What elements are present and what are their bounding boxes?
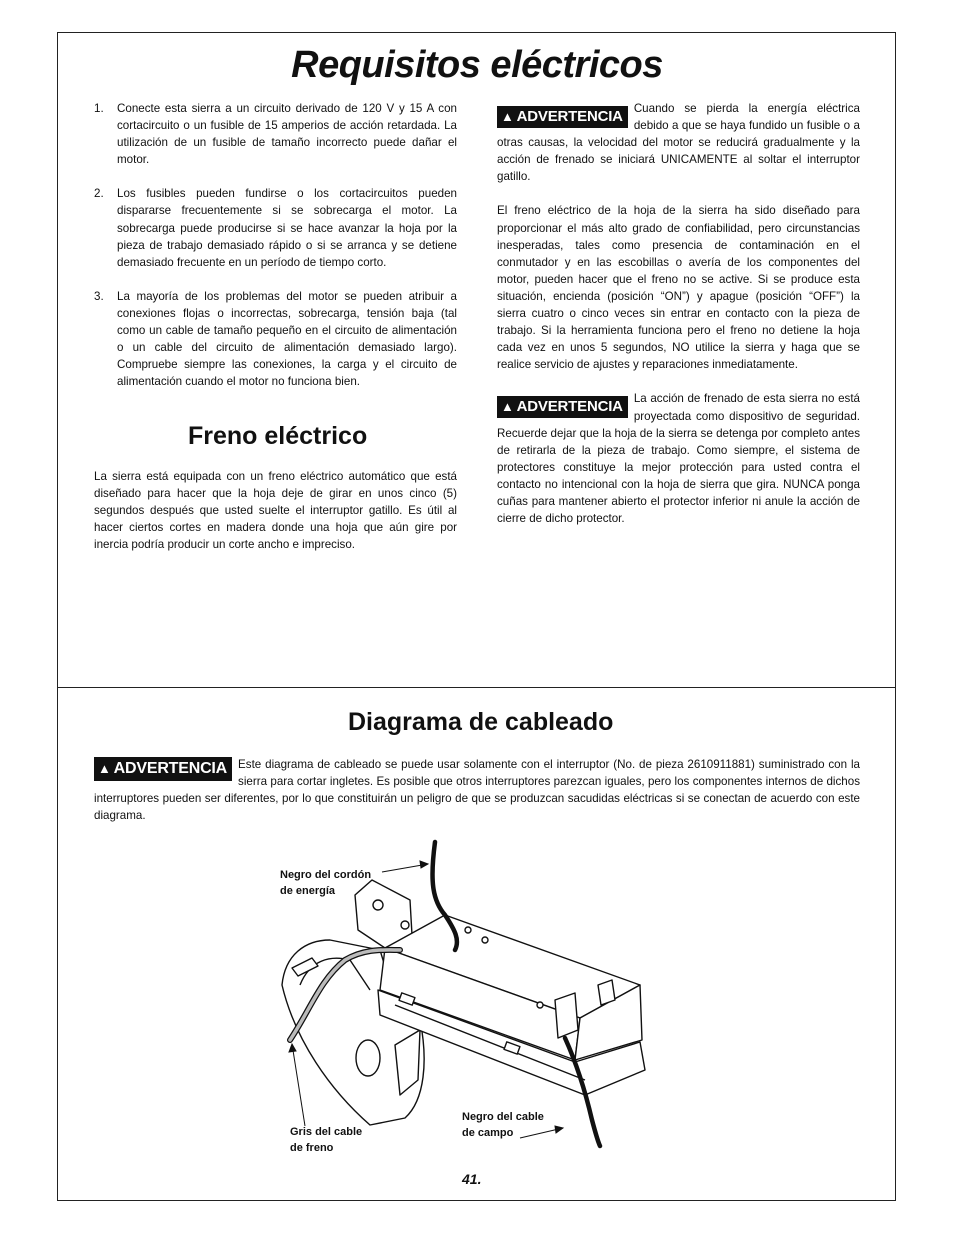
warning-badge: ▲ ADVERTENCIA [94, 757, 232, 781]
list-item-text: Los fusibles pueden fundirse o los cortacircuitos pueden dispararse frecuentemente si se sobrecarga el motor. La sobrecarga puede producirse si se hace avanzar la hoja por la pieza de trabajo demasiado rápido o si se arranca y se detiene demasiado frecuente en un período de tiempo corto. [117, 187, 457, 269]
warning-block-1: ▲ ADVERTENCIA Cuando se pierda la energía eléctrica debido a que se haya fundido un fusible o a otras causas, la velocidad del motor se reducirá gradualmente y la acción de frenado se iniciará UNICAMENTE al soltar el interruptor gatillo. [497, 102, 860, 184]
list-item: 2. Los fusibles pueden fundirse o los cortacircuitos pueden dispararse frecuentemente si se sobrecarga el motor. La sobrecarga puede producirse si se hace avanzar la hoja por la pieza de trabajo demasiado rápido o si se arranca y se detiene demasiado frecuente en un período de tiempo corto. [94, 185, 457, 270]
warning-badge: ▲ ADVERTENCIA [497, 396, 628, 418]
label-field-wire: Negro del cable de campo [462, 1111, 544, 1139]
freno-heading: Freno eléctrico [188, 422, 368, 450]
list-item: 1. Conecte esta sierra a un circuito derivado de 120 V y 15 A con cortacircuito o un fusible de 15 amperios de acción retardada. La utilización de un fusible de tamaño incorrecto puede dañar el motor. [94, 100, 457, 168]
label-power-cord: Negro del cordón de energía [280, 869, 372, 897]
label-brake-wire: Gris del cable de freno [290, 1126, 363, 1154]
warning-triangle-icon: ▲ [501, 399, 514, 415]
page-title: Requisitos eléctricos [291, 44, 663, 86]
wiring-warning: ▲ ADVERTENCIA Este diagrama de cableado se puede usar solamente con el interruptor (No. de pieza 2610911881) suministrado con la sierra para cortar ingletes. Es posible que otros interruptores parezcan iguales, pero los componentes internos de dichos interruptores pueden ser diferentes, por lo que constituirán un peligro de que se produzcan sacudidas eléctricas si se conectan de acuerdo con este diagrama. [94, 758, 860, 823]
freno-paragraph: La sierra está equipada con un freno eléctrico automático que está diseñado para hacer que la hoja deje de girar en unos cinco (5) segundos después que usted suelte el interruptor gatillo. Es útil al hacer ciertos cortes en madera donde una hoja que aún gire por inercia podría producir un corte ancho e impreciso. [94, 470, 457, 552]
page-number: 41. [462, 1171, 482, 1187]
warning-block-2: ▲ ADVERTENCIA La acción de frenado de esta sierra no está proyectada como dispositivo de seguridad. Recuerde dejar que la hoja de la sierra se detenga por completo antes de retirarla de la pieza de trabajo. Como siempre, el sistema de protectores constituye la mejor protección para usted contra el contacto no intencional con la hoja de sierra que gira. NUNCA ponga cuñas para mantener abierto el protector inferior ni anule la acción de cierre de dicho protector. [497, 392, 860, 526]
list-item: 3. La mayoría de los problemas del motor se pueden atribuir a conexiones flojas o incorrectas, sobrecarga, tensión baja (tal como un cable de tamaño pequeño en el circuito de alimentación o un cable del circuito de alimentación demasiado largo). Compruebe siempre las conexiones, la carga y el circuito de alimentación cuando el motor no funciona bien. [94, 288, 457, 391]
warning-badge: ▲ ADVERTENCIA [497, 106, 628, 128]
brake-paragraph: El freno eléctrico de la hoja de la sierra ha sido diseñado para proporcionar el más alto grado de confiabilidad, pero circunstancias inesperadas, tales como presencia de contaminación en el conmutador y en las escobillas o avería de los componentes del motor, pueden hacer que el freno no se active. Si se produce esta situación, encienda (posición “ON”) y apague (posición “OFF”) la sierra cuatro o cinco veces sin entrar en contacto con la pieza de trabajo. Si la herramienta funciona pero el freno no detiene la hoja cada vez en unos 5 segundos, NO utilice la sierra y haga que se realice servicio de ajustes y reparaciones inmediatamente. [497, 204, 860, 372]
warning-triangle-icon: ▲ [98, 761, 111, 776]
list-item-text: Conecte esta sierra a un circuito derivado de 120 V y 15 A con cortacircuito o un fusible de 15 amperios de acción retardada. La utilización de un fusible de tamaño incorrecto puede dañar el motor. [117, 102, 457, 167]
wiring-heading: Diagrama de cableado [348, 708, 614, 736]
warning-triangle-icon: ▲ [501, 109, 514, 124]
list-item-text: La mayoría de los problemas del motor se pueden atribuir a conexiones flojas o incorrectas, sobrecarga, tensión baja (tal como un cable de tamaño pequeño en el circuito de alimentación o un cable del circuito de alimentación demasiado largo). Compruebe siempre las conexiones, la carga y el circuito de alimentación cuando el motor no funciona bien. [117, 289, 457, 389]
